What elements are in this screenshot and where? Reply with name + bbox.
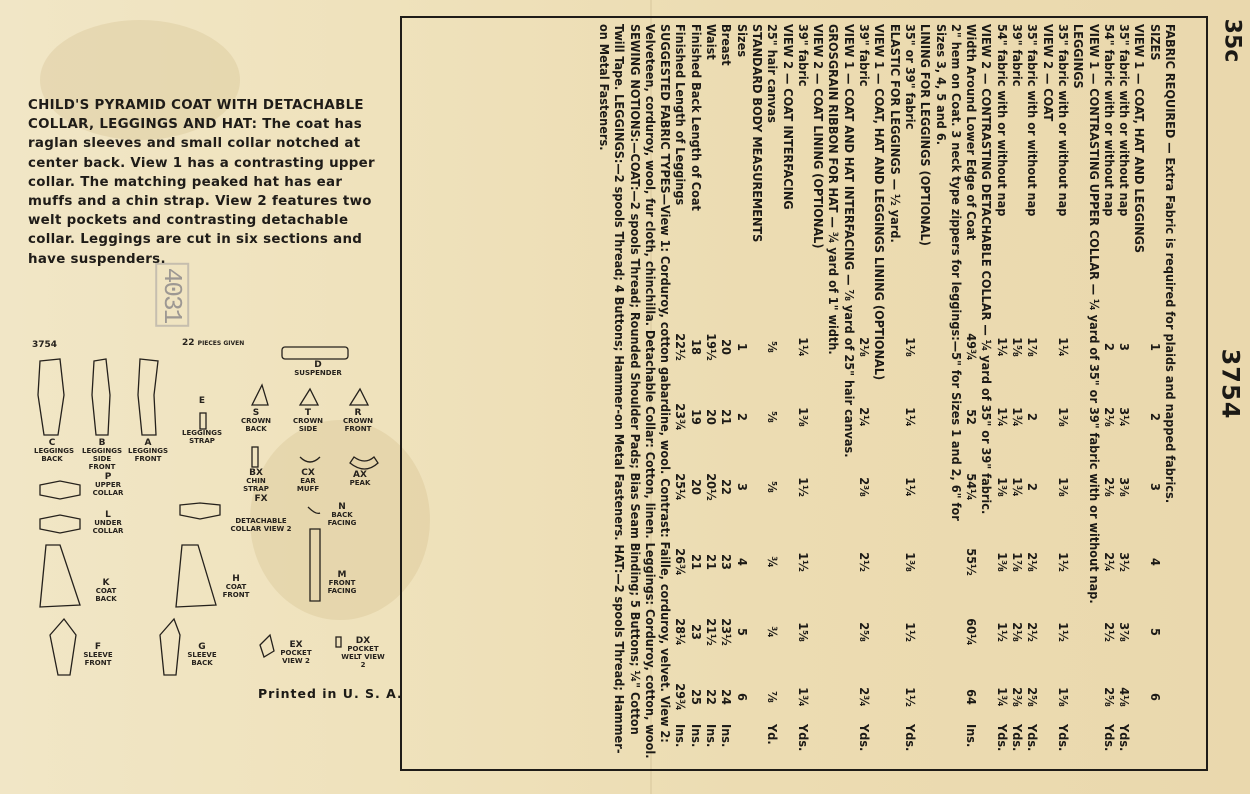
table-cell: 22 [719, 479, 735, 495]
table-cell: 28¼ [673, 618, 689, 646]
table-cell: 64 [964, 689, 980, 705]
table-cell: 2⅛ [857, 337, 873, 357]
table-cell: 1⅜ [902, 552, 918, 572]
table-cell: ⅞ [765, 691, 781, 703]
section-title [964, 24, 979, 764]
unit-label: Yds. [857, 724, 873, 752]
description-title: CHILD'S PYRAMID COAT WITH DETACHABLE COLLAR, LEGGINGS AND HAT: [28, 98, 364, 133]
size-header-4: 4 [1147, 558, 1163, 566]
table-cell: 55½ [964, 548, 980, 576]
piece-label-r: R CROWN FRONT [342, 408, 374, 433]
table-cell: 1⅛ [902, 337, 918, 357]
sizes-label: SIZES [1147, 24, 1163, 61]
table-cell: 49¾ [964, 333, 980, 361]
piece-label-k: K COAT BACK [95, 578, 117, 603]
table-cell: 52 [964, 409, 980, 425]
leggings-side-front-piece [92, 359, 110, 435]
table-cell: 23 [688, 624, 704, 640]
sleeve-front-piece [50, 619, 76, 675]
table-cell: 1⅜ [795, 407, 811, 427]
piece-label-ax: AX PEAK [349, 470, 371, 487]
row-label: 39" fabric [795, 24, 811, 87]
size-header-6: 6 [1147, 693, 1163, 701]
row-label: 39" fabric [857, 24, 873, 87]
leggings-back-piece [38, 359, 64, 435]
table-cell: 2 [734, 413, 750, 421]
section-title-text: Sizes 3, 4, 5 and 6. [933, 24, 949, 146]
size-header-2: 2 [1147, 413, 1163, 421]
row-label: 25" hair canvas [765, 24, 781, 123]
section-title [933, 24, 948, 764]
table-cell: 20 [719, 339, 735, 355]
fabric-heading-text: FABRIC REQUIRED — Extra Fabric is required for plaids and napped fabrics. [1163, 24, 1178, 504]
back-facing-piece [308, 507, 320, 513]
section-title [1132, 24, 1147, 764]
piece-label-h: H COAT FRONT [222, 574, 250, 599]
table-cell: 23 [719, 554, 735, 570]
unit-label: Yds. [902, 724, 918, 752]
front-facing-piece [310, 529, 320, 601]
table-cell: 2 [1025, 483, 1041, 491]
table-cell: 60¼ [964, 618, 980, 646]
section-title-text: VIEW 1 — CONTRASTING UPPER COLLAR — ¼ yard of 35" or 39" fabric with or without nap. [1086, 24, 1102, 604]
table-cell: 3⅞ [1117, 622, 1133, 642]
row-label: 35" or 39" fabric [902, 24, 918, 130]
upper-collar-piece [40, 481, 80, 499]
unit-label: Yds. [1055, 724, 1071, 752]
section-title-text: LEGGINGS [1071, 24, 1087, 89]
table-cell: ¾ [765, 626, 781, 638]
table-cell: 2½ [1025, 622, 1041, 642]
table-cell: 3½ [1117, 552, 1133, 572]
table-cell: 2½ [1101, 622, 1117, 642]
crown-side-piece [300, 389, 318, 405]
piece-label-a: A LEGGINGS FRONT [128, 438, 168, 463]
table-cell: 20 [704, 409, 720, 425]
table-cell: 21 [719, 409, 735, 425]
table-cell: 1⅜ [994, 477, 1010, 497]
row-label: 39" fabric [1010, 24, 1026, 87]
section-title [949, 24, 964, 764]
table-cell: 2⅜ [1010, 687, 1026, 707]
leggings-front-piece [138, 359, 158, 435]
fabric-types-note: SUGGESTED FABRIC TYPES—View 1: Corduroy, cotton gabardine, wool. Contrast: Faille, corduroy, velvet. View 2: Velveteen, corduroy, wool, fur cloth, chinchilla. Detachable Collar: Cotton, linen. Leggings: Corduroy, cotton, wool. [642, 24, 674, 759]
table-row [903, 24, 918, 764]
table-cell: 1¼ [1055, 337, 1071, 357]
unit-label: Yd. [765, 724, 781, 745]
table-cell: 2¼ [1101, 552, 1117, 572]
table-cell: 2⅜ [857, 477, 873, 497]
table-cell: 1½ [902, 687, 918, 707]
piece-label-cx: CX EAR MUFF [296, 468, 320, 493]
table-cell: 2⅛ [1101, 407, 1117, 427]
sizes-header-row [1147, 24, 1162, 764]
table-cell: 21 [704, 554, 720, 570]
pieces-pattern-number: 3754 [32, 340, 58, 350]
crown-back-piece [252, 385, 268, 405]
table-cell: 1⅞ [1010, 552, 1026, 572]
section-title [887, 24, 902, 764]
section-title [780, 24, 795, 764]
section-title-text: LINING FOR LEGGINGS (OPTIONAL) [918, 24, 934, 246]
table-row [1102, 24, 1117, 764]
unit-label: Yds. [994, 724, 1010, 752]
table-cell: 22 [704, 689, 720, 705]
table-cell: 1½ [902, 622, 918, 642]
table-cell: 5 [734, 628, 750, 636]
table-cell: 1⅝ [795, 622, 811, 642]
table-cell: 1¼ [994, 407, 1010, 427]
size-header-5: 5 [1147, 628, 1163, 636]
section-title-text: VIEW 1 — COAT AND HAT INTERFACING — ⅞ yard of 25" hair canvas. [841, 24, 857, 458]
section-title-text: VIEW 1 — COAT, HAT AND LEGGINGS LINING (OPTIONAL) [872, 24, 888, 381]
section-title-text: VIEW 1 — COAT, HAT AND LEGGINGS [1132, 24, 1148, 254]
row-label: 54" fabric with or without nap [1101, 24, 1117, 217]
table-row [857, 24, 872, 764]
pocket-piece [260, 635, 274, 657]
section-title [1086, 24, 1101, 764]
unit-label: Yds. [1010, 724, 1026, 752]
piece-label-m: M FRONT FACING [327, 570, 357, 595]
table-row [704, 24, 719, 764]
unit-label: Ins. [964, 724, 980, 748]
table-cell: 2⅛ [1025, 552, 1041, 572]
table-cell: 1 [734, 343, 750, 351]
fabric-heading [1163, 24, 1178, 764]
table-cell: 3 [1117, 343, 1133, 351]
ear-muff-piece [300, 457, 320, 462]
table-cell: 19 [688, 409, 704, 425]
unit-label: Yds. [795, 724, 811, 752]
table-cell: 18 [688, 339, 704, 355]
pattern-number: 3754 [1216, 348, 1245, 420]
table-cell: 2⅝ [857, 622, 873, 642]
table-cell: 24 [719, 689, 735, 705]
section-title-text: GROSGRAIN RIBBON FOR HAT — ¾ yard of 1" width. [826, 24, 842, 355]
unit-label: Yds. [1025, 724, 1041, 752]
table-cell: 1¼ [902, 477, 918, 497]
row-label: Sizes [734, 24, 750, 58]
table-cell: ⅝ [765, 411, 781, 423]
piece-label-g: G SLEEVE BACK [187, 642, 217, 667]
table-cell: 1¾ [1010, 407, 1026, 427]
size-header-1: 1 [1147, 343, 1163, 351]
section-title [841, 24, 856, 764]
fabric-requirements-table [438, 24, 1178, 764]
peak-piece [350, 457, 378, 469]
table-cell: 20 [688, 479, 704, 495]
table-cell: 1⅜ [994, 552, 1010, 572]
table-cell: 2⅝ [1025, 687, 1041, 707]
table-row [1056, 24, 1071, 764]
pattern-pieces-diagram [30, 335, 390, 705]
table-cell: 2 [1101, 343, 1117, 351]
section-title-text: VIEW 2 — COAT [1040, 24, 1056, 122]
row-label: 54" fabric with or without nap [994, 24, 1010, 217]
table-cell: 22½ [673, 333, 689, 361]
pieces-given-label: PIECES GIVEN [197, 340, 245, 347]
table-row [689, 24, 704, 764]
unit-label: Yds. [1101, 724, 1117, 752]
table-cell: 3⅜ [1117, 477, 1133, 497]
piece-label-fx: FX DETACHABLE COLLAR VIEW 2 [230, 494, 292, 533]
table-cell: 23½ [719, 618, 735, 646]
row-label: Waist [704, 24, 720, 60]
table-cell: 2⅛ [1101, 477, 1117, 497]
table-cell: 1⅝ [1010, 337, 1026, 357]
piece-label-ex: EX POCKET VIEW 2 [280, 640, 312, 665]
table-cell: 1¾ [795, 687, 811, 707]
piece-label-p: P UPPER COLLAR [92, 472, 124, 497]
table-cell: 1⅜ [1055, 407, 1071, 427]
table-cell: 2⅝ [1101, 687, 1117, 707]
row-label: 35" fabric with or without nap [1055, 24, 1071, 217]
row-label: 35" fabric with or without nap [1025, 24, 1041, 217]
row-label: Breast [719, 24, 735, 66]
suspender-piece [282, 347, 348, 359]
piece-label-f: F SLEEVE FRONT [83, 642, 113, 667]
piece-label-d: D SUSPENDER [294, 360, 342, 377]
table-row [734, 24, 749, 764]
table-cell: ⅝ [765, 341, 781, 353]
section-title-text: Width Around Lower Edge of Coat [964, 24, 980, 241]
table-cell: 3 [734, 483, 750, 491]
section-title-text: VIEW 2 — COAT LINING (OPTIONAL) [811, 24, 827, 249]
table-cell: 2 [1025, 413, 1041, 421]
table-cell: ⅝ [765, 481, 781, 493]
sewing-notions-note: SEWING NOTIONS:—COAT:—2 spools Thread; Rounded Shoulder Pads; Bias Seam Binding; 5 Buttons; ¼" Cotton Twill Tape. LEGGINGS:—2 spools Thread; 4 Buttons; Hammer-on Metal Fasteners. HAT:—2 spools Thread; Hammer-on Metal Fasteners. [597, 24, 643, 754]
printed-in-usa: Printed in U. S. A. [258, 686, 403, 701]
coat-front-piece [176, 545, 216, 607]
table-cell: 1⅞ [1025, 337, 1041, 357]
table-cell: 29¾ [673, 683, 689, 711]
table-cell: 1¾ [1010, 477, 1026, 497]
piece-label-b: B LEGGINGS SIDE FRONT [82, 438, 122, 471]
table-cell: 2⅛ [1010, 622, 1026, 642]
table-cell: 2½ [857, 552, 873, 572]
table-cell: 23¾ [673, 403, 689, 431]
table-cell: 25¼ [673, 473, 689, 501]
inventory-stamp: 4031 [155, 263, 189, 327]
page-code: 35c [1219, 18, 1245, 63]
table-cell: 1⅝ [1055, 687, 1071, 707]
section-title-text: ELASTIC FOR LEGGINGS — ½ yard. [887, 24, 903, 243]
table-cell: 54¼ [964, 473, 980, 501]
table-cell: 1½ [1055, 622, 1071, 642]
row-label: Finished Length of Leggings [673, 24, 689, 206]
pattern-description [28, 96, 380, 269]
section-title [918, 24, 933, 764]
size-header-3: 3 [1147, 483, 1163, 491]
unit-label: Ins. [719, 724, 735, 748]
pieces-given-number: 22 [182, 338, 195, 348]
fabric-table-region [438, 24, 1178, 784]
table-cell: 4 [734, 558, 750, 566]
piece-label-l: L UNDER COLLAR [92, 510, 124, 535]
table-row [673, 24, 688, 764]
table-row [1010, 24, 1025, 764]
table-cell: 4⅛ [1117, 687, 1133, 707]
sleeve-back-piece [160, 619, 180, 675]
table-cell: 26¾ [673, 548, 689, 576]
detachable-collar-piece [180, 503, 220, 519]
section-title-text: STANDARD BODY MEASUREMENTS [749, 24, 765, 243]
section-title [872, 24, 887, 764]
description-body: The coat has raglan sleeves and small collar notched at center back. View 1 has a contrasting upper collar. The matching peaked hat has ear muffs and a chin strap. View 2 features two welt pockets and contrasting detachable collar. Leggings are cut in six sections and have suspenders. [28, 117, 375, 267]
coat-back-piece [40, 545, 80, 607]
section-title [811, 24, 826, 764]
section-title-text: VIEW 2 — CONTRASTING DETACHABLE COLLAR — ¼ yard of 35" or 39" fabric. [979, 24, 995, 515]
table-row [719, 24, 734, 764]
table-cell: 1¾ [994, 687, 1010, 707]
section-title [1040, 24, 1055, 764]
table-cell: 25 [688, 689, 704, 705]
table-row [765, 24, 780, 764]
table-row [1025, 24, 1040, 764]
piece-label-t: T CROWN SIDE [292, 408, 324, 433]
chin-strap-piece [252, 447, 258, 467]
table-cell: 1½ [795, 477, 811, 497]
table-cell: ¾ [765, 556, 781, 568]
unit-label: Ins. [688, 724, 704, 748]
table-cell: 1½ [795, 552, 811, 572]
table-cell: 3¼ [1117, 407, 1133, 427]
section-title [826, 24, 841, 764]
piece-label-bx: BX CHIN STRAP [243, 468, 269, 493]
section-title-text: VIEW 2 — COAT INTERFACING [780, 24, 796, 210]
row-label: 35" fabric with or without nap [1117, 24, 1133, 217]
table-row [796, 24, 811, 764]
piece-label-s: S CROWN BACK [240, 408, 272, 433]
table-cell: 1½ [1055, 552, 1071, 572]
table-cell: 21½ [704, 618, 720, 646]
section-title-text: 2" hem on Coat. 3 neck type zippers for leggings:—5" for Sizes 1 and 2, 6" for [948, 24, 964, 521]
table-row [1117, 24, 1132, 764]
piece-label-n: N BACK FACING [327, 502, 357, 527]
table-row [994, 24, 1009, 764]
table-cell: 1⅜ [1055, 477, 1071, 497]
section-title [750, 24, 765, 764]
row-label: Finished Back Length of Coat [688, 24, 704, 211]
section-title [979, 24, 994, 764]
piece-label-e: E LEGGINGS STRAP [182, 396, 222, 445]
table-cell: 1¼ [795, 337, 811, 357]
piece-label-dx: DX POCKET WELT VIEW 2 [341, 636, 385, 669]
table-cell: 1¼ [994, 337, 1010, 357]
table-cell: 1¼ [902, 407, 918, 427]
table-cell: 2¼ [857, 407, 873, 427]
table-cell: 21 [688, 554, 704, 570]
unit-label: Yds. [1117, 724, 1133, 752]
section-title [1071, 24, 1086, 764]
table-cell: 19½ [704, 333, 720, 361]
unit-label: Ins. [673, 724, 689, 748]
crown-front-piece [350, 389, 368, 405]
unit-label: Ins. [704, 724, 720, 748]
table-cell: 2¾ [857, 687, 873, 707]
table-cell: 6 [734, 693, 750, 701]
piece-label-c: C LEGGINGS BACK [34, 438, 74, 463]
under-collar-piece [40, 515, 80, 533]
table-cell: 20½ [704, 473, 720, 501]
table-cell: 1½ [994, 622, 1010, 642]
